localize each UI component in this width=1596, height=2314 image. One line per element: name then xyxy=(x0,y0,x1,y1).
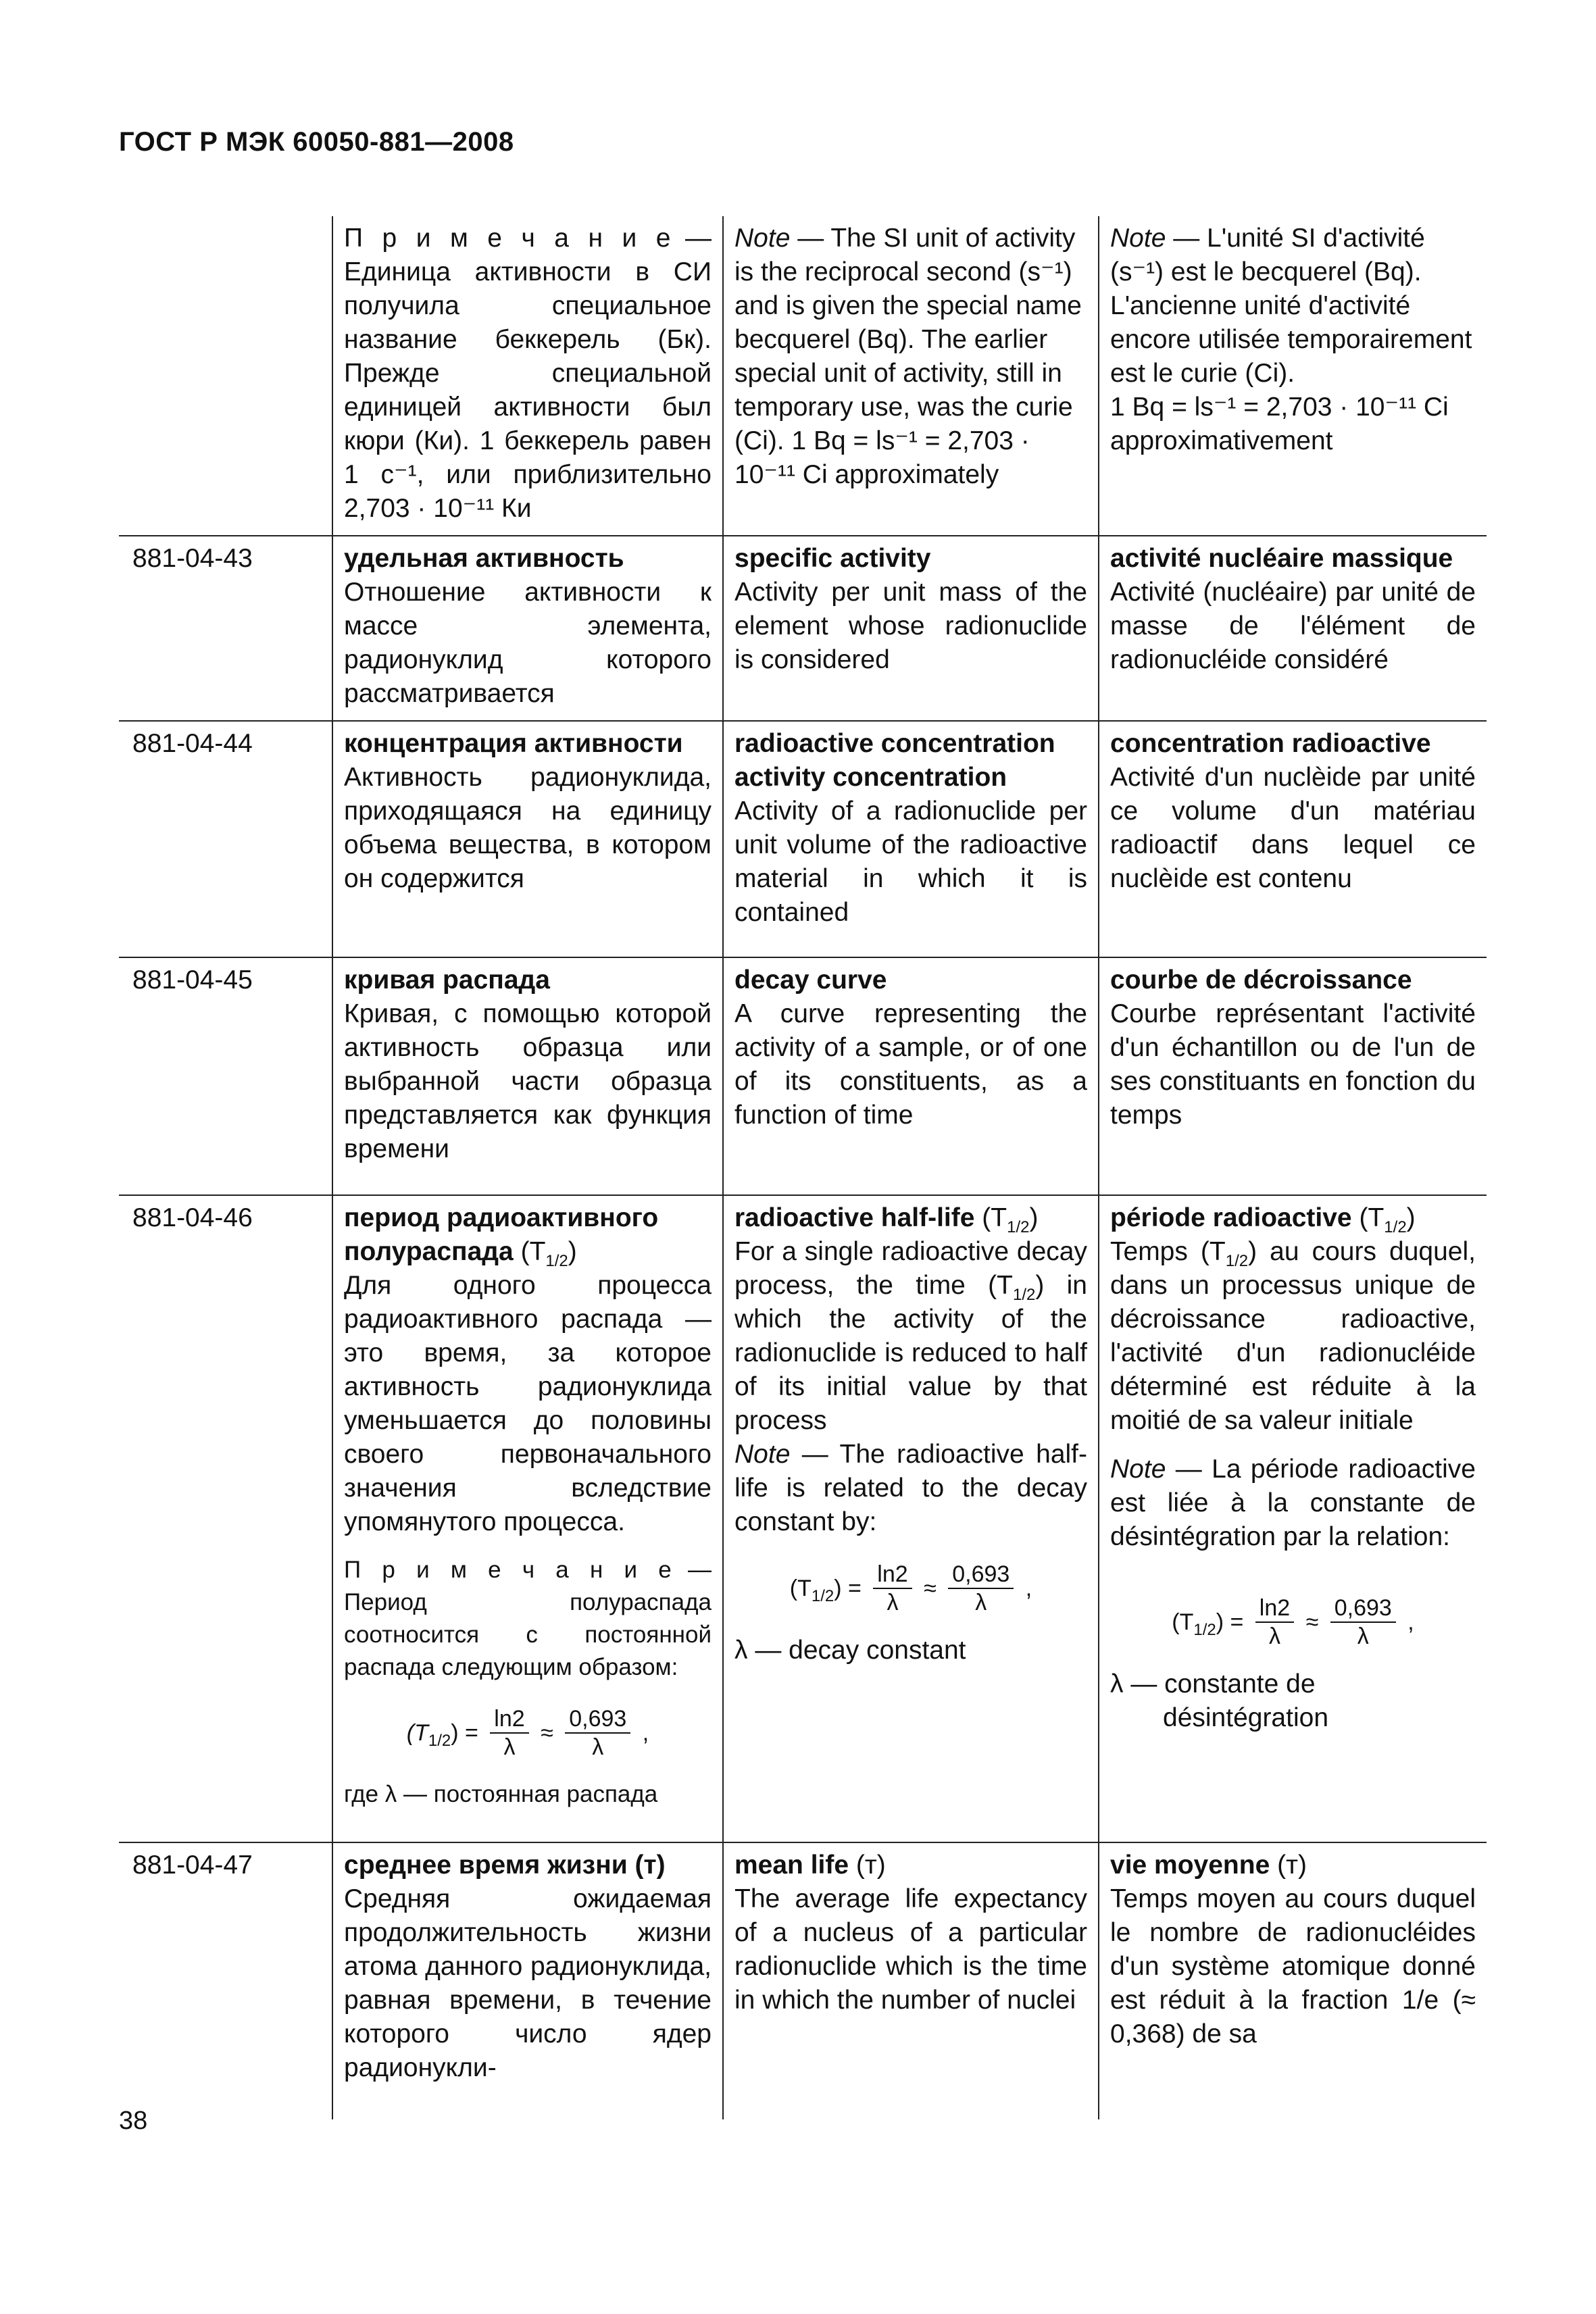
en-definition: Activity of a radionuclide per unit volume of the radioactive material in which it is contained xyxy=(734,797,1087,927)
half-life-formula: $(T_{1/2})$ = $\frac{\ln 2}{\lambda}$ ≈ $\frac{0,693}{\lambda}$ , xyxy=(789,1561,1032,1615)
fr-term: courbe de décroissance xyxy=(1110,965,1412,995)
ru-definition: Средняя ожидаемая продолжительность жизни атома данного радионуклида, равная времени, в течение которого число ядер радионукли- xyxy=(344,1884,712,2082)
ru-term: концентрация активности xyxy=(344,729,683,758)
fr-cell xyxy=(1099,536,1487,721)
en-note-text: — The radioactive half-life is related to the decay constant by: xyxy=(734,1440,1087,1536)
term-code: 881-04-46 xyxy=(119,1195,332,1842)
ru-definition: Отношение активности к массе элемента, радионуклид которого рассматривается xyxy=(344,578,712,708)
ru-note-text: — Период полураспада соотносится с постоянной распада следующим образом: xyxy=(344,1557,712,1680)
half-life-formula: $(T_{1/2})$ = $\frac{\ln 2}{\lambda}$ ≈ $\frac{0,693}{\lambda}$ , xyxy=(1172,1595,1414,1649)
table-row xyxy=(119,1195,1487,1842)
half-subscript: 1/2 xyxy=(545,1251,568,1270)
ru-cell xyxy=(332,721,723,957)
en-note-label: Note xyxy=(734,1440,791,1469)
en-definition: For a single radioactive decay process, the time (T xyxy=(734,1237,1087,1300)
ru-term: кривая распада xyxy=(344,965,550,995)
ru-cell xyxy=(332,536,723,721)
table-row xyxy=(119,957,1487,1195)
table-row xyxy=(119,536,1487,721)
en-cell xyxy=(723,1842,1099,2119)
ru-term: удельная активность xyxy=(344,544,624,573)
term-code: 881-04-45 xyxy=(119,957,332,1195)
document-header: ГОСТ Р МЭК 60050-881—2008 xyxy=(119,127,514,157)
ru-note-text: — Единица активности в СИ получила специальное название беккерель (Бк). Прежде специальной единицей активности был кюри (Ки). 1 беккерель равен 1 с⁻¹, или приблизительно 2,703 · 10⁻¹¹ Ки xyxy=(344,224,712,523)
fr-cell xyxy=(1099,216,1487,536)
term-code: 881-04-44 xyxy=(119,721,332,957)
en-term: radioactive half-life xyxy=(734,1203,975,1232)
ru-cell: период радиоактивного полураспада $(T_{1/2})$ Для одного процесса радиоактивного распада — это время, за которое активность радионуклида уменьшается до половины своего первоначального значения вследствие упомянутого процесса. П р и м е ч а н и е — Период полураспада соотносится с постоянной распада следующим образом: $(T_{1/2})$ = $\frac{\ln 2}{\lambda}$ ≈ $\frac{0,693}{\lambda}$ , где λ — постоянная распада xyxy=(332,1195,723,1842)
fr-where: λ — constante de désintégration xyxy=(1110,1669,1329,1732)
en-term: mean life xyxy=(734,1851,849,1880)
table-row xyxy=(119,721,1487,957)
table-row xyxy=(119,1842,1487,2119)
en-term-symbol: (т) xyxy=(855,1851,886,1880)
fr-definition: Activité d'un nuclèide par unité ce volume d'un matériau radioactif dans lequel ce nuclèide est contenu xyxy=(1110,763,1476,893)
fr-term: concentration radioactive xyxy=(1110,729,1431,758)
half-life-formula: $(T_{1/2})$ = $\frac{\ln 2}{\lambda}$ ≈ $\frac{0,693}{\lambda}$ , xyxy=(406,1706,649,1760)
en-note-label: Note xyxy=(734,224,791,253)
ru-term: период радиоактивного полураспада xyxy=(344,1203,659,1266)
ru-term-symbol: (T xyxy=(520,1237,546,1266)
terms-table xyxy=(119,216,1487,2119)
page-number: 38 xyxy=(119,2107,148,2135)
fr-cell xyxy=(1099,721,1487,957)
fr-note-text-2: 1 Bq = ls⁻¹ = 2,703 · 10⁻¹¹ Ci approximativement xyxy=(1110,393,1449,455)
ru-definition: Для одного процесса радиоактивного распада — это время, за которое активность радионуклида уменьшается до половины своего первоначального значения вследствие упомянутого процесса. xyxy=(344,1271,712,1536)
en-definition: The average life expectancy of a nucleus of a particular radionuclide which is the time in which the number of nuclei xyxy=(734,1884,1087,2015)
ru-definition: Кривая, с помощью которой активность образца или выбранной части образца представляется как функция времени xyxy=(344,999,712,1163)
ru-cell xyxy=(332,957,723,1195)
ru-term: среднее время жизни (т) xyxy=(344,1851,666,1880)
fr-note-label: Note xyxy=(1110,224,1166,253)
en-cell: radioactive half-life $(T_{1/2})$ For a single radioactive decay process, the time $(T_{1/2})$ in which the activity of the radionuclide is reduced to half of its initial value by that process Note — The radioactive half-life is related to the decay constant by: $(T_{1/2})$ = $\frac{\ln 2}{\lambda}$ ≈ $\frac{0,693}{\lambda}$ , λ — decay constant xyxy=(723,1195,1099,1842)
fr-note-text: — La période radioactive est liée à la constante de désintégration par la relation: xyxy=(1110,1455,1476,1551)
en-term: specific activity xyxy=(734,544,931,573)
en-note-text: — The SI unit of activity is the reciprocal second (s⁻¹) and is given the special name becquerel (Bq). The earlier special unit of activity, still in temporary use, was the curie (Ci). 1 Bq = ls⁻¹ = 2,703 · 10⁻¹¹ Ci approximately xyxy=(734,224,1082,489)
fr-note-label: Note xyxy=(1110,1455,1166,1484)
en-cell xyxy=(723,216,1099,536)
fr-cell xyxy=(1099,957,1487,1195)
fr-cell: période radioactive $(T_{1/2})$ Temps $(T_{1/2})$ au cours duquel, dans un processus unique de décroissance radioactive, l'activité d'un radionucléide déterminé est réduite à la moitié de sa valeur initiale Note — La période radioactive est liée à la constante de désintégration par la relation: $(T_{1/2})$ = $\frac{\ln 2}{\lambda}$ ≈ $\frac{0,693}{\lambda}$ , λ — constante de désintégration xyxy=(1099,1195,1487,1842)
en-cell xyxy=(723,536,1099,721)
fr-definition: Activité (nucléaire) par unité de masse de l'élément de radionucléide considéré xyxy=(1110,578,1476,674)
en-term: decay curve xyxy=(734,965,887,995)
ru-where: где λ — постоянная распада xyxy=(344,1781,658,1807)
en-where: λ — decay constant xyxy=(734,1636,966,1665)
fr-term: période radioactive xyxy=(1110,1203,1352,1232)
fr-term-symbol: (т) xyxy=(1277,1851,1307,1880)
ru-note-label: П р и м е ч а н и е xyxy=(344,224,676,253)
en-cell xyxy=(723,721,1099,957)
fr-note-text: — L'unité SI d'activité (s⁻¹) est le becquerel (Bq). L'ancienne unité d'activité encore utilisée temporairement est le curie (Ci). xyxy=(1110,224,1472,388)
table-row xyxy=(119,216,1487,536)
en-definition: A curve representing the activity of a sample, or of one of its constituents, as a function of time xyxy=(734,999,1087,1130)
fr-cell xyxy=(1099,1842,1487,2119)
fr-term: activité nucléaire massique xyxy=(1110,544,1453,573)
fr-definition: Temps moyen au cours duquel le nombre de radionucléides d'un système atomique donné est réduit à la fraction 1/e (≈ 0,368) de sa xyxy=(1110,1884,1476,2048)
en-term-synonym: activity concentration xyxy=(734,763,1007,792)
en-cell xyxy=(723,957,1099,1195)
fr-definition: Temps (T xyxy=(1110,1237,1226,1266)
ru-cell xyxy=(332,216,723,536)
term-code: 881-04-47 xyxy=(119,1842,332,2119)
fr-term: vie moyenne xyxy=(1110,1851,1270,1880)
code-cell xyxy=(119,216,332,536)
ru-definition: Активность радионуклида, приходящаяся на единицу объема вещества, в котором он содержится xyxy=(344,763,712,893)
ru-note-label: П р и м е ч а н и е xyxy=(344,1557,676,1583)
fr-definition: Courbe représentant l'activité d'un échantillon ou de l'un de ses constituants en fonction du temps xyxy=(1110,999,1476,1130)
en-definition: Activity per unit mass of the element whose radionuclide is considered xyxy=(734,578,1087,674)
en-term: radioactive concentration xyxy=(734,729,1055,758)
term-code: 881-04-43 xyxy=(119,536,332,721)
ru-cell xyxy=(332,1842,723,2119)
